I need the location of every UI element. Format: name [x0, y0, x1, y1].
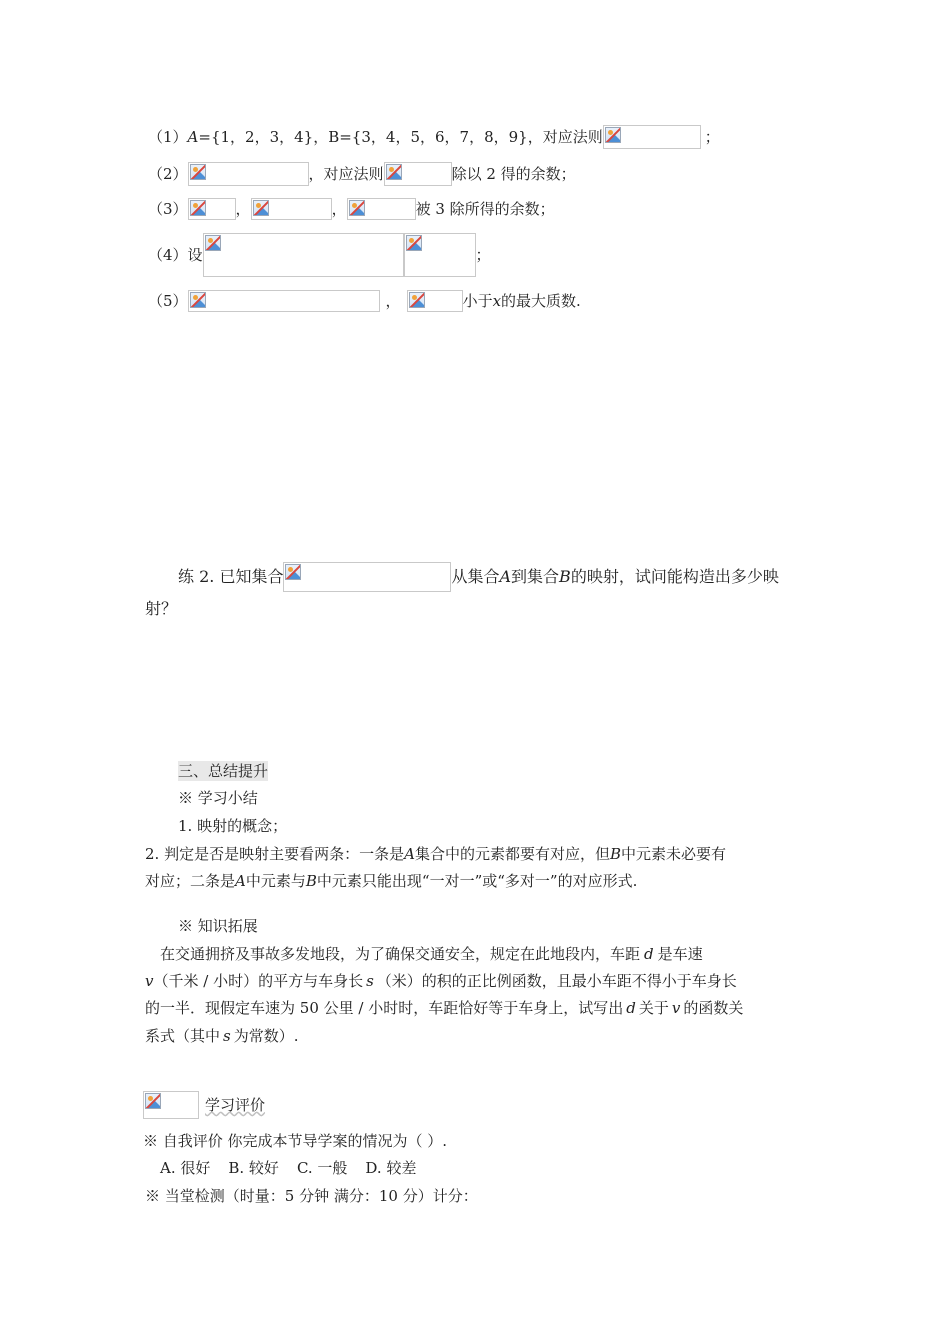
- image-placeholder-icon: [205, 235, 221, 251]
- formula-image: [203, 233, 404, 277]
- point-text: 1. 映射的概念；: [178, 817, 288, 835]
- item-1: [148, 125, 720, 145]
- item-1-end: ；: [704, 128, 720, 146]
- study-summary-heading: [178, 787, 258, 807]
- image-placeholder-icon: [605, 127, 621, 143]
- section-heading: [178, 760, 268, 780]
- practice-2-text: 的映射，试问能构造出多少映: [570, 567, 779, 586]
- practice-2-label: 练 2. 已知集合: [178, 567, 284, 586]
- item-3-end: 被 3 除所得的余数；: [415, 200, 555, 218]
- point-2-line-1: 2. 判定是否是映射主要看两条：一条是A集合中的元素都要有对应，但B中元素未必要有: [145, 845, 726, 863]
- option-d[interactable]: D. 较差: [365, 1159, 417, 1177]
- title-image: [143, 1091, 199, 1119]
- image-placeholder-icon: [386, 164, 402, 180]
- set-a: A: [187, 128, 199, 146]
- formula-image: [603, 125, 701, 149]
- extension-line-1: 在交通拥挤及事故多发地段，为了确保交通安全，规定在此地段内，车距 d 是车速: [160, 945, 703, 963]
- option-c[interactable]: C. 一般: [296, 1159, 348, 1177]
- item-3: [148, 198, 555, 218]
- image-placeholder-icon: [190, 200, 206, 216]
- set-a: A: [499, 567, 512, 586]
- formula-image: [404, 233, 476, 277]
- formula-image: [384, 162, 452, 186]
- practice-2-text: 射？: [145, 598, 178, 618]
- image-placeholder-icon: [190, 164, 206, 180]
- self-evaluation: [143, 1130, 447, 1150]
- separator: ，: [235, 200, 251, 218]
- practice-2-text: 从集合: [451, 567, 500, 586]
- evaluation-title-row: [143, 1090, 265, 1118]
- separator: ，: [385, 292, 401, 310]
- extension-line-2: v（千米 / 小时）的平方与车身长 s （米）的积的正比例函数，且最小车距不得小于车身长: [145, 972, 737, 990]
- formula-image: [188, 198, 236, 220]
- formula-image: [188, 290, 380, 312]
- variable-x: x: [492, 292, 502, 310]
- subheading: ※ 知识拓展: [178, 917, 258, 935]
- image-placeholder-icon: [406, 235, 422, 251]
- item-4-label: （4）设: [148, 246, 203, 264]
- item-2: [148, 162, 576, 182]
- formula-image: [251, 198, 332, 220]
- extension-heading: [178, 915, 258, 935]
- formula-image: [347, 198, 416, 220]
- item-5-end: 的最大质数.: [501, 292, 581, 310]
- item-3-label: （3）: [148, 200, 188, 218]
- formula-image: [407, 290, 463, 312]
- options-row: [160, 1157, 416, 1177]
- class-check-text: ※ 当堂检测（时量：5 分钟 满分：10 分）计分：: [145, 1187, 478, 1205]
- item-2-text: ，对应法则: [308, 165, 384, 183]
- formula-image: [188, 162, 309, 186]
- item-4: [148, 232, 491, 276]
- image-placeholder-icon: [253, 200, 269, 216]
- image-placeholder-icon: [409, 292, 425, 308]
- item-5: [148, 290, 581, 310]
- image-placeholder-icon: [285, 564, 301, 580]
- item-2-end: 除以 2 得的余数；: [451, 165, 576, 183]
- item-5-text: 小于: [462, 292, 493, 310]
- item-1-label: （1）: [148, 128, 188, 146]
- practice-2: [178, 562, 779, 586]
- class-check: [145, 1185, 478, 1205]
- extension-line-3: 的一半．现假定车速为 50 公里 / 小时时，车距恰好等于车身上，试写出 d 关于 v 的函数关: [145, 999, 744, 1017]
- item-2-label: （2）: [148, 165, 188, 183]
- subheading: ※ 学习小结: [178, 789, 258, 807]
- separator: ，: [331, 200, 347, 218]
- item-1-text: ={1，2，3，4}，B={3，4，5，6，7，8，9}，对应法则: [198, 128, 603, 146]
- formula-image: [283, 562, 451, 592]
- set-b: B: [559, 567, 571, 586]
- option-b[interactable]: B. 较好: [228, 1159, 279, 1177]
- point-1: [178, 815, 287, 835]
- evaluation-title: 学习评价: [205, 1096, 266, 1114]
- image-placeholder-icon: [349, 200, 365, 216]
- self-evaluation-text: ※ 自我评价 你完成本节导学案的情况为（ ）.: [143, 1132, 448, 1150]
- item-4-end: ；: [475, 246, 491, 264]
- practice-2-text: 到集合: [511, 567, 560, 586]
- image-placeholder-icon: [145, 1093, 161, 1109]
- point-2-line-2: 对应；二条是A中元素与B中元素只能出现“一对一”或“多对一”的对应形式.: [145, 872, 638, 890]
- image-placeholder-icon: [190, 292, 206, 308]
- section-title: 三、总结提升: [178, 762, 269, 780]
- practice-2-line-2: [145, 598, 177, 618]
- extension-line-4: 系式（其中 s 为常数）.: [145, 1027, 299, 1045]
- option-a[interactable]: A. 很好: [160, 1159, 211, 1177]
- item-5-label: （5）: [148, 292, 188, 310]
